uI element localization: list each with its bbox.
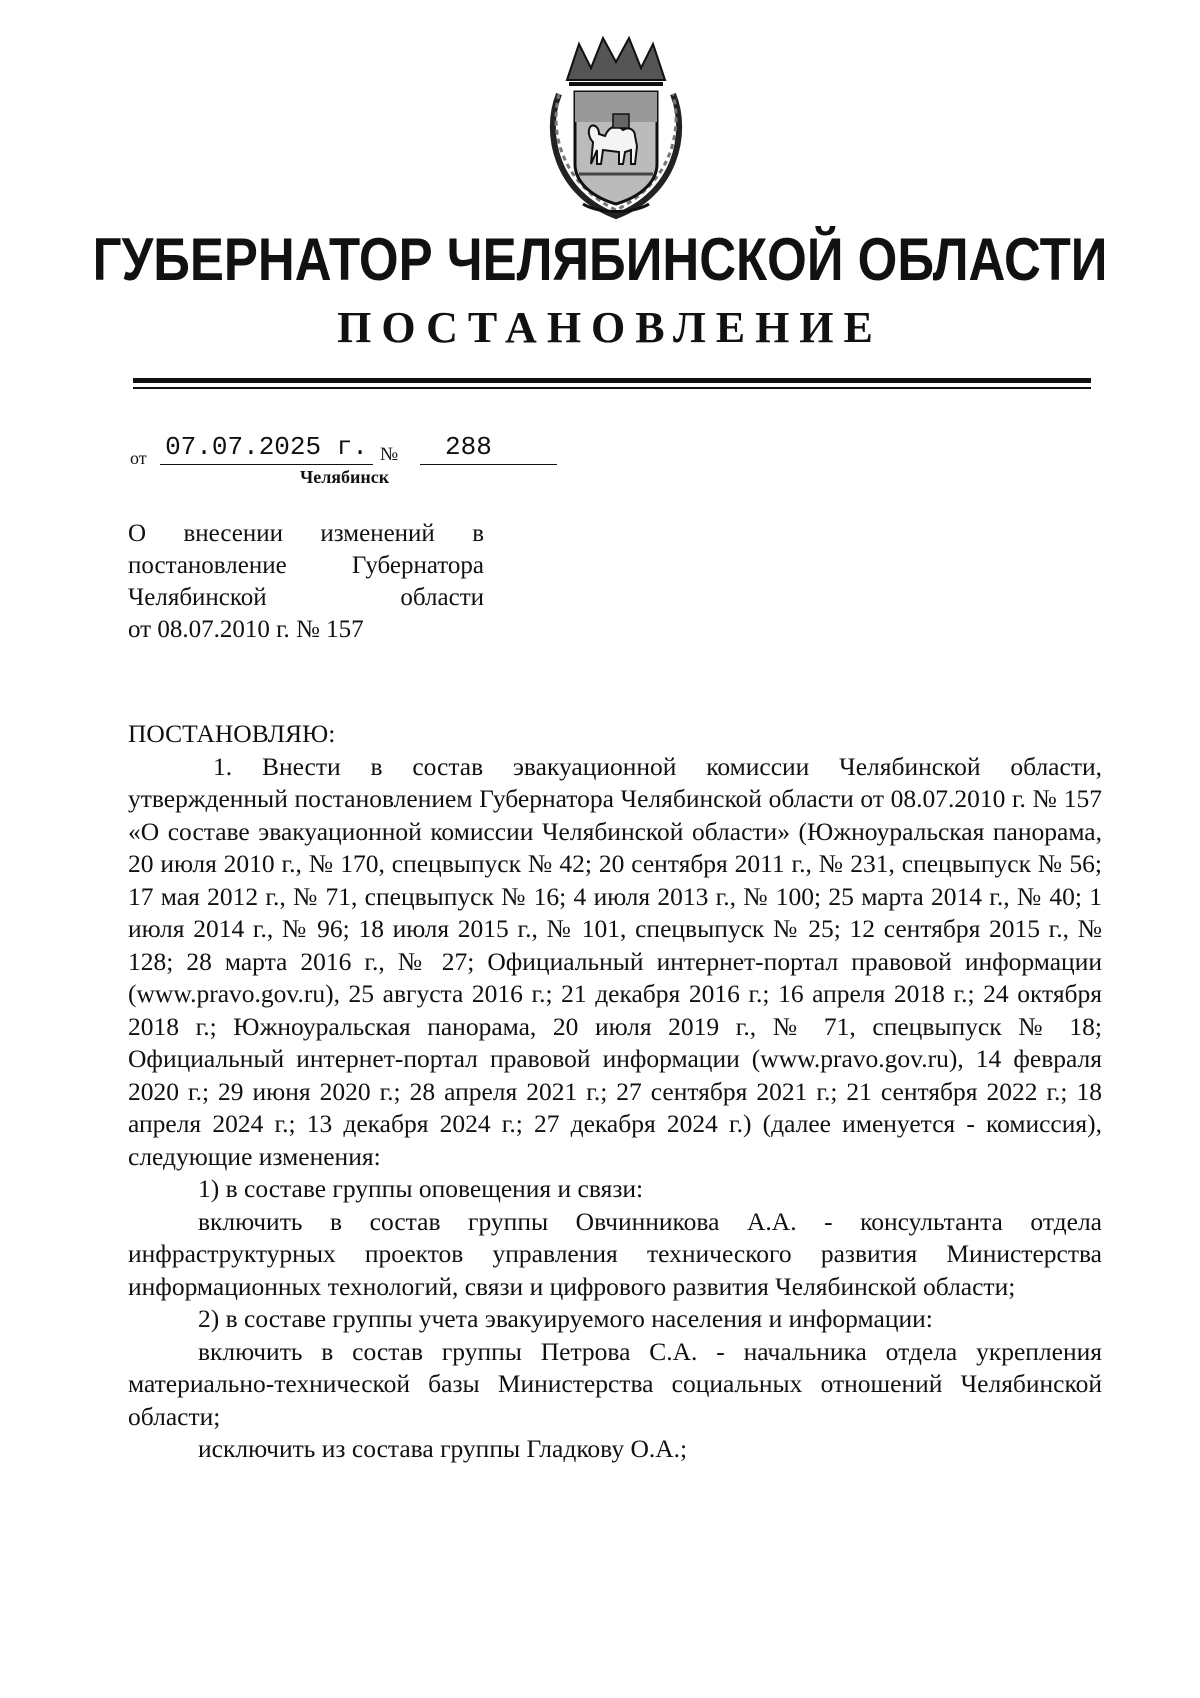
- issuer-title: ГУБЕРНАТОР ЧЕЛЯБИНСКОЙ ОБЛАСТИ: [92, 226, 1108, 293]
- resolve-heading: ПОСТАНОВЛЯЮ:: [128, 719, 336, 748]
- document-number: 288: [420, 430, 557, 465]
- coat-of-arms-emblem: [539, 34, 693, 220]
- header-divider-thick: [133, 378, 1091, 383]
- subject-line: от 08.07.2010 г. № 157: [128, 616, 364, 643]
- paragraph: 2) в составе группы учета эвакуируемого населения и информации:: [198, 1304, 933, 1333]
- paragraph: включить в состав группы Овчинникова А.А. - консультанта отдела инфраструктурных проектов управления технического развития Министерства информационных технологий, связи и цифрового развития Челябинской области;: [128, 1206, 1102, 1301]
- document-date: 07.07.2025 г.: [160, 430, 373, 465]
- document-body: [128, 718, 1102, 1466]
- issue-city: Челябинск: [300, 467, 390, 487]
- subject-line: Челябинской области: [128, 584, 484, 611]
- paragraph: включить в состав группы Петрова С.А. - начальника отдела укрепления материально-технической базы Министерства социальных отношений Челябинской области;: [128, 1336, 1102, 1431]
- document-subject: [128, 518, 484, 646]
- document-type: ПОСТАНОВЛЕНИЕ: [337, 303, 883, 352]
- subject-line: постановление Губернатора: [128, 552, 484, 579]
- date-label: от: [130, 448, 147, 468]
- number-label: №: [380, 444, 399, 465]
- subject-line: О внесении изменений в: [128, 520, 484, 547]
- paragraph: 1. Внести в состав эвакуационной комиссии Челябинской области, утвержденный постановлением Губернатора Челябинской области от 08.07.2010 г. № 157 «О составе эвакуационной комиссии Челябинской области» (Южноуральская панорама, 20 июля 2010 г., № 170, спецвыпуск № 42; 20 сентября 2011 г., № 231, спецвыпуск № 56; 17 мая 2012 г., № 71, спецвыпуск № 16; 4 июля 2013 г., № 100; 25 марта 2014 г., № 40; 1 июля 2014 г., № 96; 18 июля 2015 г., № 101, спецвыпуск № 25; 12 сентября 2015 г., № 128; 28 марта 2016 г., № 27; Официальный интернет-портал правовой информации (www.pravo.gov.ru), 25 августа 2016 г.; 21 декабря 2016 г.; 16 апреля 2018 г.; 24 октября 2018 г.; Южноуральская панорама, 20 июля 2019 г., № 71, спецвыпуск № 18; Официальный интернет-портал правовой информации (www.pravo.gov.ru), 14 февраля 2020 г.; 29 июня 2020 г.; 28 апреля 2021 г.; 27 сентября 2021 г.; 21 сентября 2022 г.; 18 апреля 2024 г.; 13 декабря 2024 г.; 27 декабря 2024 г.) (далее именуется - комиссия), следующие изменения:: [128, 751, 1102, 1171]
- paragraph: 1) в составе группы оповещения и связи:: [198, 1174, 644, 1203]
- paragraph: исключить из состава группы Гладкову О.А.;: [198, 1434, 688, 1463]
- header-divider-thin: [133, 387, 1091, 389]
- coat-of-arms-icon: [539, 34, 693, 220]
